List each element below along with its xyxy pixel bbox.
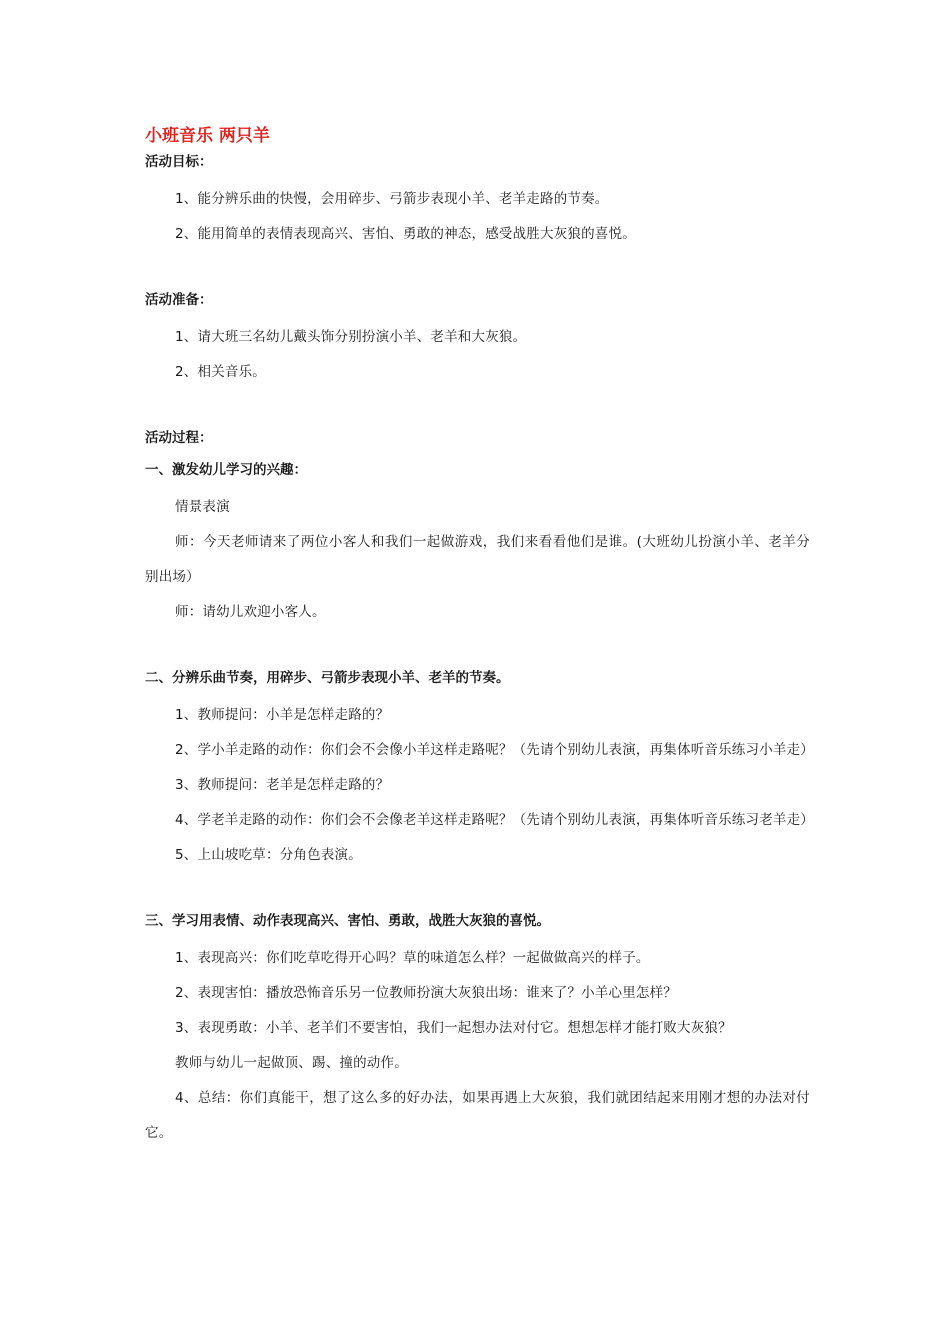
section2-item: 5、上山坡吃草：分角色表演。 xyxy=(175,847,362,863)
section3-item: 1、表现高兴：你们吃草吃得开心吗？草的味道怎么样？一起做做高兴的样子。 xyxy=(175,950,650,966)
section3-item: 教师与幼儿一起做顶、踢、撞的动作。 xyxy=(175,1055,408,1071)
objective-item: 1、能分辨乐曲的快慢，会用碎步、弓箭步表现小羊、老羊走路的节奏。 xyxy=(175,191,609,207)
section2-item: 3、教师提问：老羊是怎样走路的？ xyxy=(175,777,390,793)
section3-item: 2、表现害怕：播放恐怖音乐另一位教师扮演大灰狼出场：谁来了？小羊心里怎样？ xyxy=(175,985,677,1001)
section3-heading: 三、学习用表情、动作表现高兴、害怕、勇敢，战胜大灰狼的喜悦。 xyxy=(145,913,550,929)
preparation-heading: 活动准备： xyxy=(145,292,213,308)
section2-heading: 二、分辨乐曲节奏，用碎步、弓箭步表现小羊、老羊的节奏。 xyxy=(145,670,510,686)
section2-item: 4、学老羊走路的动作：你们会不会像老羊这样走路呢？（先请个别幼儿表演，再集体听音乐练习老羊走） xyxy=(175,812,814,828)
section3-item: 4、总结：你们真能干，想了这么多的好办法，如果再遇上大灰狼，我们就团结起来用刚才想的办法对付它。 xyxy=(145,1090,810,1141)
preparation-item: 2、相关音乐。 xyxy=(175,364,266,380)
section3-item: 3、表现勇敢：小羊、老羊们不要害怕，我们一起想办法对付它。想想怎样才能打败大灰狼？ xyxy=(175,1020,732,1036)
section1-item: 师：今天老师请来了两位小客人和我们一起做游戏，我们来看看他们是谁。(大班幼儿扮演小羊、老羊分别出场） xyxy=(145,534,810,585)
document-title: 小班音乐 两只羊 xyxy=(145,126,270,146)
preparation-item: 1、请大班三名幼儿戴头饰分别扮演小羊、老羊和大灰狼。 xyxy=(175,329,527,345)
section1-item: 情景表演 xyxy=(175,499,230,515)
objectives-heading: 活动目标： xyxy=(145,154,213,170)
process-heading: 活动过程： xyxy=(145,430,213,446)
section2-item: 2、学小羊走路的动作：你们会不会像小羊这样走路呢？（先请个别幼儿表演，再集体听音乐练习小羊走） xyxy=(175,742,814,758)
objective-item: 2、能用简单的表情表现高兴、害怕、勇敢的神态，感受战胜大灰狼的喜悦。 xyxy=(175,226,636,242)
section2-item: 1、教师提问：小羊是怎样走路的？ xyxy=(175,707,390,723)
section1-item: 师：请幼儿欢迎小客人。 xyxy=(175,604,326,620)
document-page xyxy=(145,122,814,1151)
section1-heading: 一、激发幼儿学习的兴趣： xyxy=(145,462,307,478)
